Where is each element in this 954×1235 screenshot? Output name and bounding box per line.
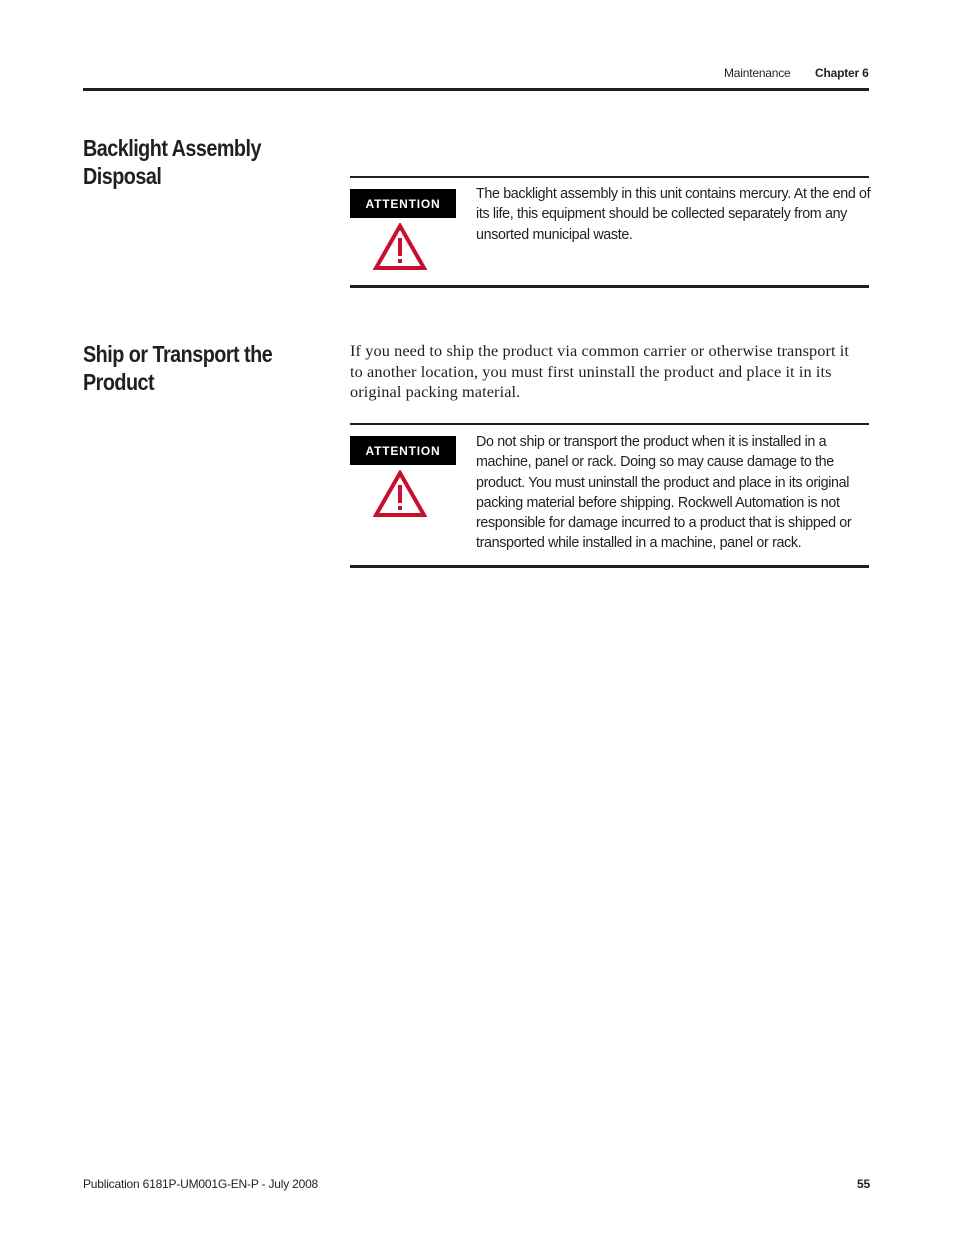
warning-triangle-icon [373,470,427,518]
attention-text: The backlight assembly in this unit contains mercury. At the end of its life, this equipment should be collected separately from any unsorted municipal waste. [476,186,871,243]
attention-badge: ATTENTION [350,189,456,218]
attention-box-top-rule [350,423,869,425]
attention-text: Do not ship or transport the product when it is installed in a machine, panel or rack. Doing so may cause damage to the product. You must uninstall the product and place in its original packing material before shipping. Rockwell Automation is not responsible for damage incurred to a product that is shipped or transported while installed in a machine, panel or rack. [476,434,852,552]
attention-badge: ATTENTION [350,436,456,465]
section-heading-ship-transport: Ship or Transport the Product [83,341,273,395]
body-paragraph: If you need to ship the product via common carrier or otherwise transport it to another location, you must first uninstall the product and place it in its original packing material. [350,341,850,401]
running-header-section: Maintenance [724,66,791,80]
running-header-chapter: Chapter 6 [815,66,869,80]
warning-triangle-icon [373,223,427,271]
header-rule [83,88,869,91]
attention-box-bottom-rule [350,565,869,568]
attention-box-top-rule [350,176,869,178]
page-number: 55 [857,1177,870,1191]
section-heading-backlight-disposal: Backlight Assembly Disposal [83,135,261,189]
footer-publication: Publication 6181P-UM001G-EN-P - July 2008 [83,1177,319,1191]
attention-box-bottom-rule [350,285,869,288]
